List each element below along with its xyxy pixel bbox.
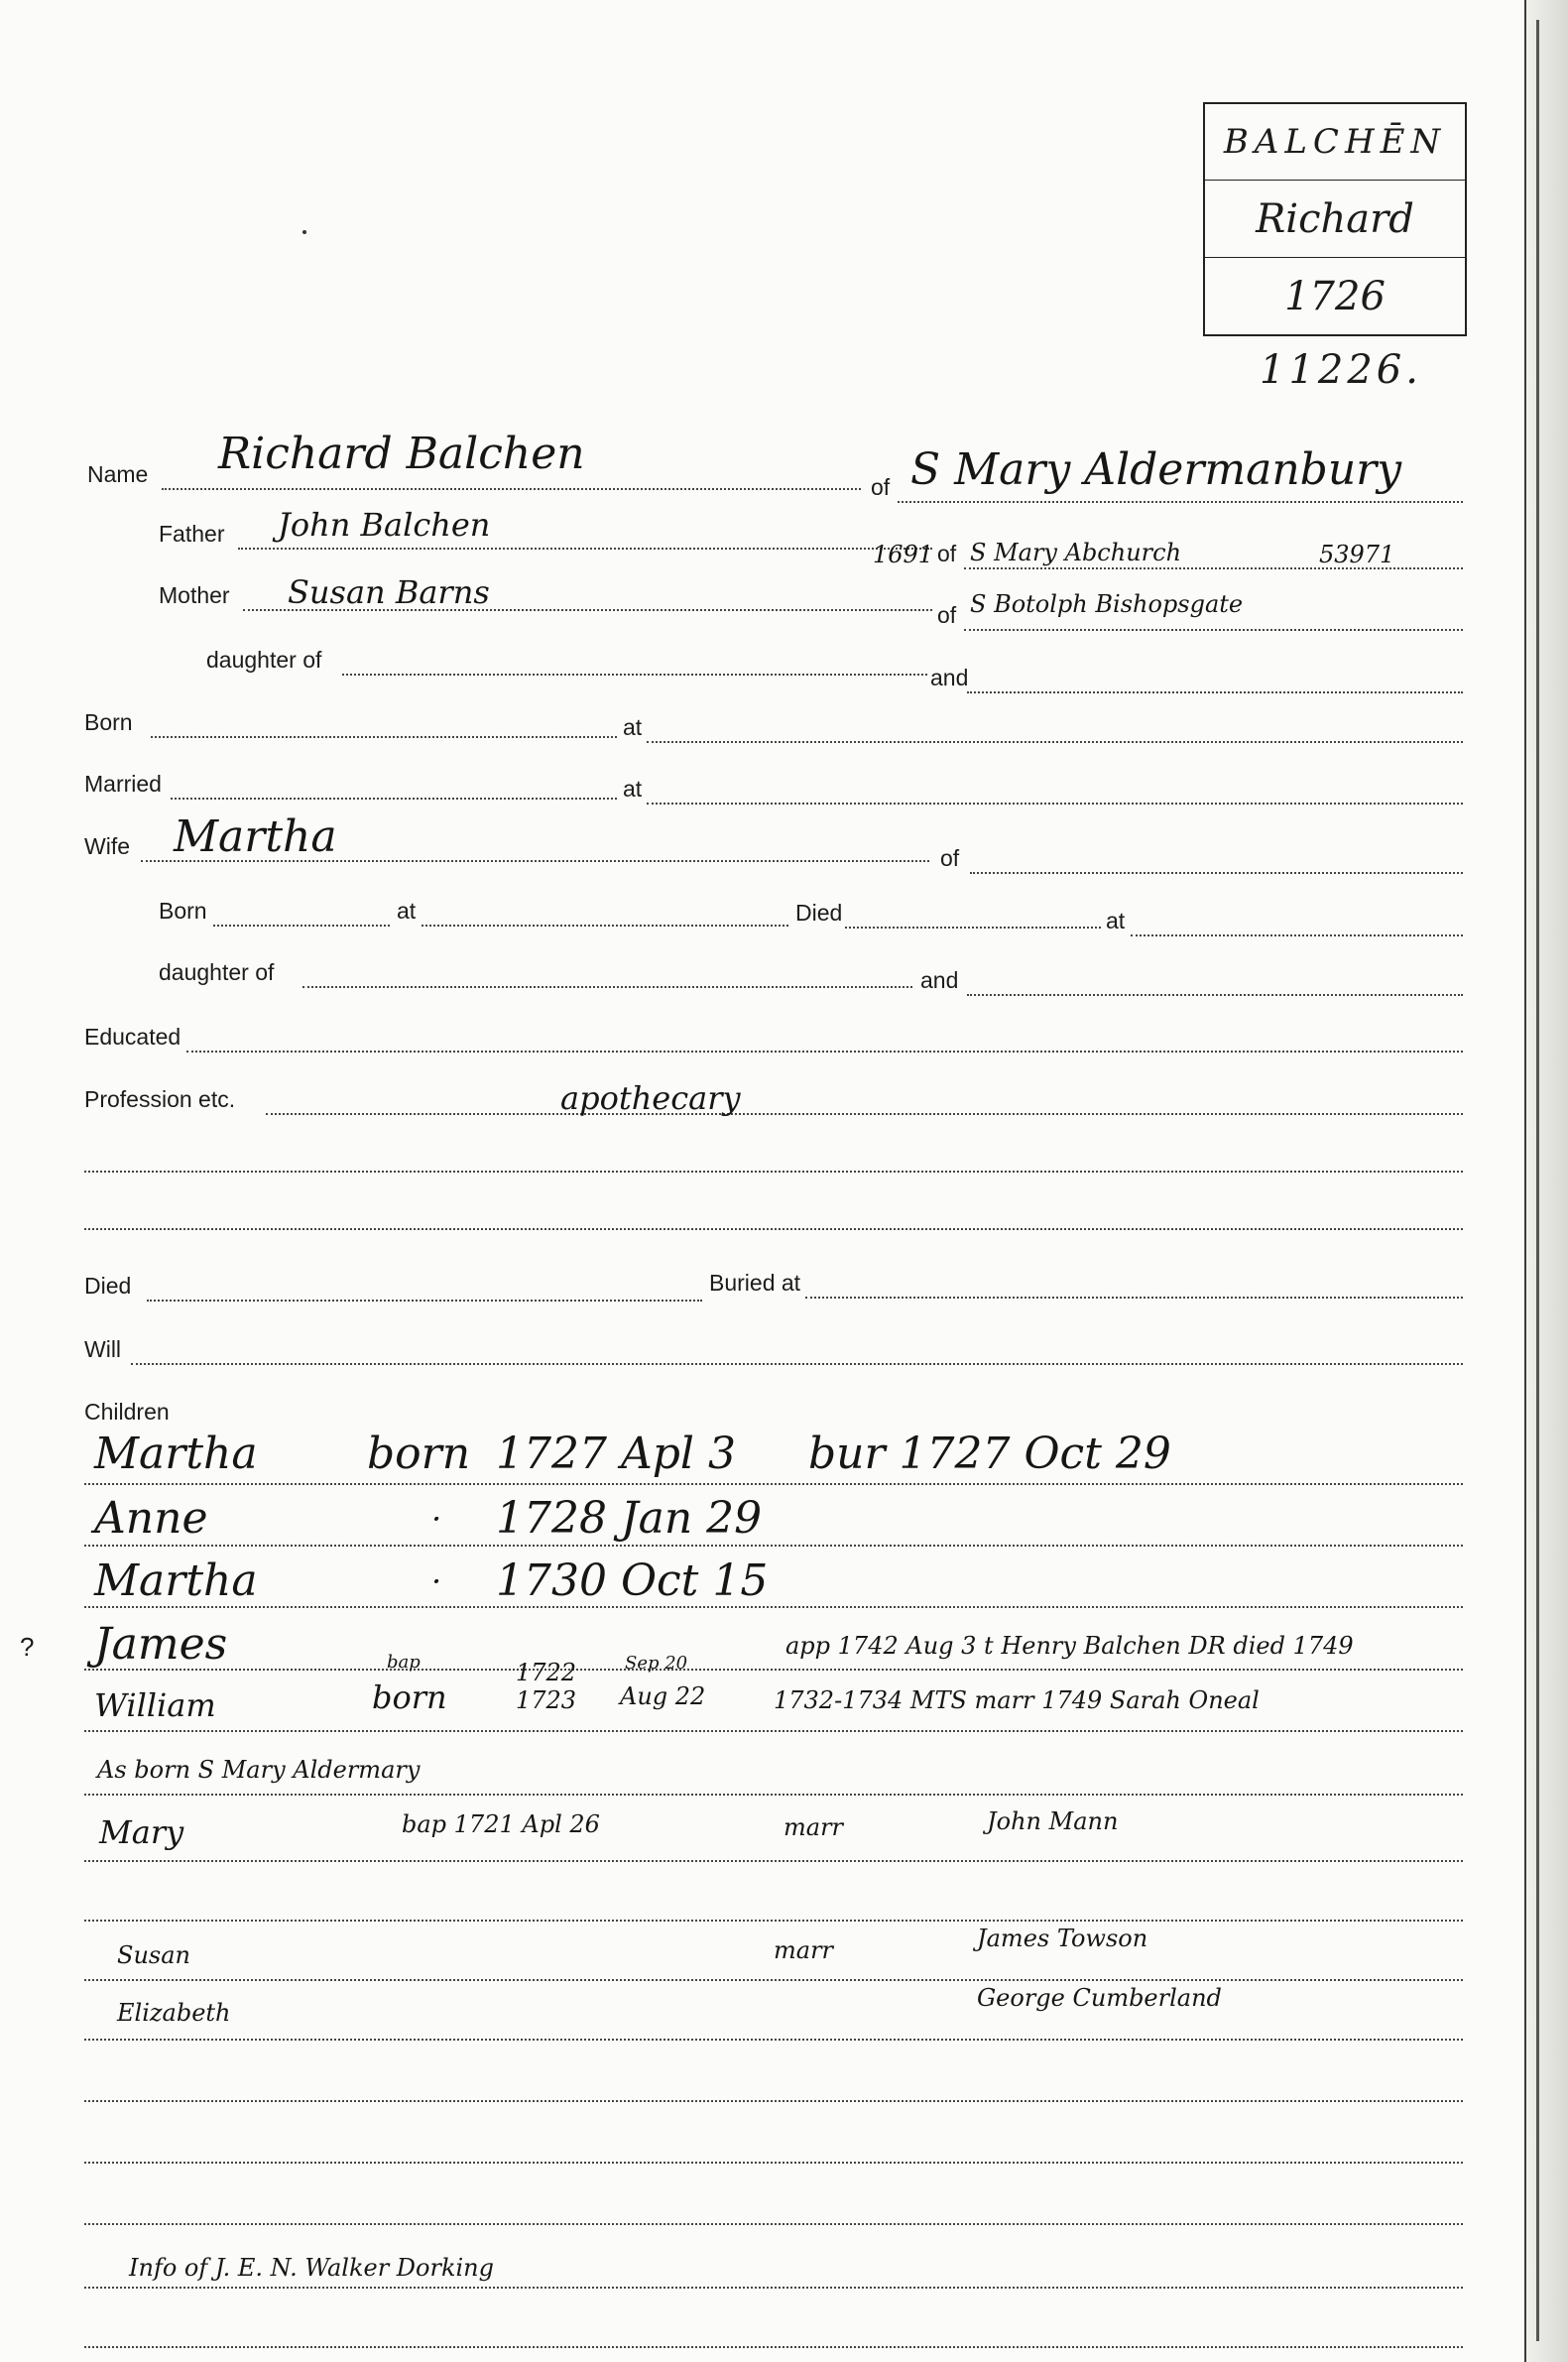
father-value: John Balchen — [278, 506, 491, 544]
dots-educated — [186, 1051, 1463, 1053]
dots-born — [151, 736, 617, 738]
forename: Richard — [1205, 182, 1465, 258]
child-born: born — [372, 1678, 447, 1716]
child-date-1: Sep 20 — [625, 1653, 688, 1674]
index-box — [1203, 102, 1467, 336]
rule — [84, 2223, 1463, 2225]
rule — [84, 1979, 1463, 1981]
child-name: Anne — [94, 1493, 208, 1544]
label-name-of: of — [871, 474, 891, 500]
rule — [84, 1794, 1463, 1796]
label-wife-born-at: at — [397, 898, 417, 924]
label-and: and — [930, 665, 969, 690]
dots-daughter-of — [342, 674, 927, 676]
child-bap: bap 1721 Apl 26 — [402, 1810, 600, 1838]
label-father-of: of — [937, 541, 957, 566]
child-spouse: James Towson — [977, 1925, 1148, 1952]
dots-buried-at — [805, 1297, 1463, 1299]
rule — [84, 1920, 1463, 1922]
dots-wife-died — [845, 927, 1101, 929]
child-date: 1730 Oct 15 — [496, 1555, 769, 1606]
label-died: Died — [84, 1273, 132, 1299]
dots-wife-and — [967, 994, 1463, 996]
mother-value: Susan Barns — [288, 573, 490, 611]
label-mother: Mother — [159, 582, 230, 608]
child-year-2: 1723 — [516, 1686, 577, 1714]
label-wife-of: of — [940, 845, 960, 871]
label-married-at: at — [623, 776, 643, 802]
label-children: Children — [84, 1399, 170, 1425]
rule — [84, 2162, 1463, 2164]
child-note: 1732-1734 MTS marr 1749 Sarah Oneal — [774, 1686, 1260, 1714]
child-note: app 1742 Aug 3 t Henry Balchen DR died 1749 — [785, 1632, 1354, 1660]
dots-married-at — [647, 803, 1463, 805]
label-daughter-of: daughter of — [206, 647, 322, 673]
label-will: Will — [84, 1336, 122, 1362]
reference-number: 11226. — [1260, 347, 1422, 393]
dots-died — [147, 1300, 702, 1302]
child-marr: marr — [784, 1813, 844, 1841]
label-wife-born: Born — [159, 898, 207, 924]
label-wife-died-at: at — [1106, 908, 1126, 933]
rule — [84, 1730, 1463, 1732]
year: 1726 — [1284, 274, 1386, 319]
label-wife-died: Died — [795, 900, 843, 926]
footer-note: Info of J. E. N. Walker Dorking — [129, 2254, 494, 2282]
margin-question-mark: ? — [20, 1632, 35, 1662]
child-bap: bap — [387, 1652, 421, 1673]
dots-born-at — [647, 741, 1463, 743]
child-marr: marr — [774, 1936, 834, 1964]
rule — [84, 1228, 1463, 1230]
father-ref: 53971 — [1319, 541, 1395, 568]
label-wife: Wife — [84, 833, 130, 859]
label-name: Name — [87, 461, 149, 487]
label-mother-of: of — [937, 602, 957, 628]
dots-profession — [266, 1113, 1463, 1115]
dots-name-of — [898, 501, 1463, 503]
child-burial: bur 1727 Oct 29 — [808, 1429, 1171, 1479]
name-of-value: S Mary Aldermanbury — [910, 444, 1402, 495]
mother-of-value: S Botolph Bishopsgate — [970, 590, 1244, 618]
rule — [84, 1483, 1463, 1485]
profession-value: apothecary — [560, 1079, 741, 1117]
label-born: Born — [84, 709, 133, 735]
dots-wife-born — [213, 925, 390, 927]
child-mark: · — [431, 1500, 442, 1538]
label-married: Married — [84, 771, 162, 797]
label-educated: Educated — [84, 1024, 181, 1050]
dots-married — [171, 798, 617, 800]
dots-will — [131, 1363, 1463, 1365]
page-edge — [1524, 0, 1568, 2362]
child-date: 1728 Jan 29 — [496, 1493, 763, 1544]
rule — [84, 2100, 1463, 2102]
label-profession: Profession etc. — [84, 1086, 236, 1112]
father-of-value: S Mary Abchurch — [970, 539, 1182, 566]
dots-name — [162, 488, 861, 490]
surname: BALCHĒN — [1205, 104, 1465, 181]
child-name: Martha — [94, 1555, 258, 1606]
rule — [84, 1860, 1463, 1862]
dots-wife-died-at — [1131, 934, 1463, 936]
dots-wife-of — [970, 872, 1463, 874]
dots-father — [238, 548, 932, 550]
speck — [302, 230, 306, 234]
label-wife-daughter-of: daughter of — [159, 959, 275, 985]
child-name: Elizabeth — [117, 1999, 231, 2027]
rule — [84, 2346, 1463, 2348]
child-name: James — [94, 1619, 228, 1670]
rule — [84, 1545, 1463, 1547]
child-date-2: Aug 22 — [620, 1682, 706, 1710]
rule — [84, 2287, 1463, 2289]
rule — [84, 1606, 1463, 1608]
rule — [84, 1171, 1463, 1173]
dots-mother-of — [964, 629, 1463, 631]
wife-value: Martha — [174, 811, 337, 862]
child-name: Susan — [117, 1941, 190, 1969]
rule — [84, 1669, 1463, 1671]
child-name: Martha — [94, 1429, 258, 1479]
label-born-at: at — [623, 714, 643, 740]
child-name: William — [94, 1686, 216, 1724]
dots-wife-born-at — [422, 925, 788, 927]
child-note: As born S Mary Aldermary — [97, 1756, 421, 1784]
label-wife-and: and — [920, 967, 959, 993]
child-name: Mary — [99, 1813, 184, 1851]
rule — [84, 2039, 1463, 2041]
child-date: 1727 Apl 3 — [496, 1429, 736, 1479]
child-year-1: 1722 — [516, 1659, 577, 1686]
father-year: 1691 — [873, 541, 934, 568]
name-value: Richard Balchen — [218, 429, 585, 479]
child-mark: · — [431, 1562, 442, 1600]
dots-wife-daughter-of — [302, 986, 912, 988]
child-spouse: John Mann — [987, 1807, 1119, 1835]
label-buried-at: Buried at — [709, 1270, 801, 1296]
child-born: born — [367, 1429, 471, 1479]
dots-and — [967, 691, 1463, 693]
child-spouse: George Cumberland — [977, 1984, 1222, 2012]
label-father: Father — [159, 521, 225, 547]
